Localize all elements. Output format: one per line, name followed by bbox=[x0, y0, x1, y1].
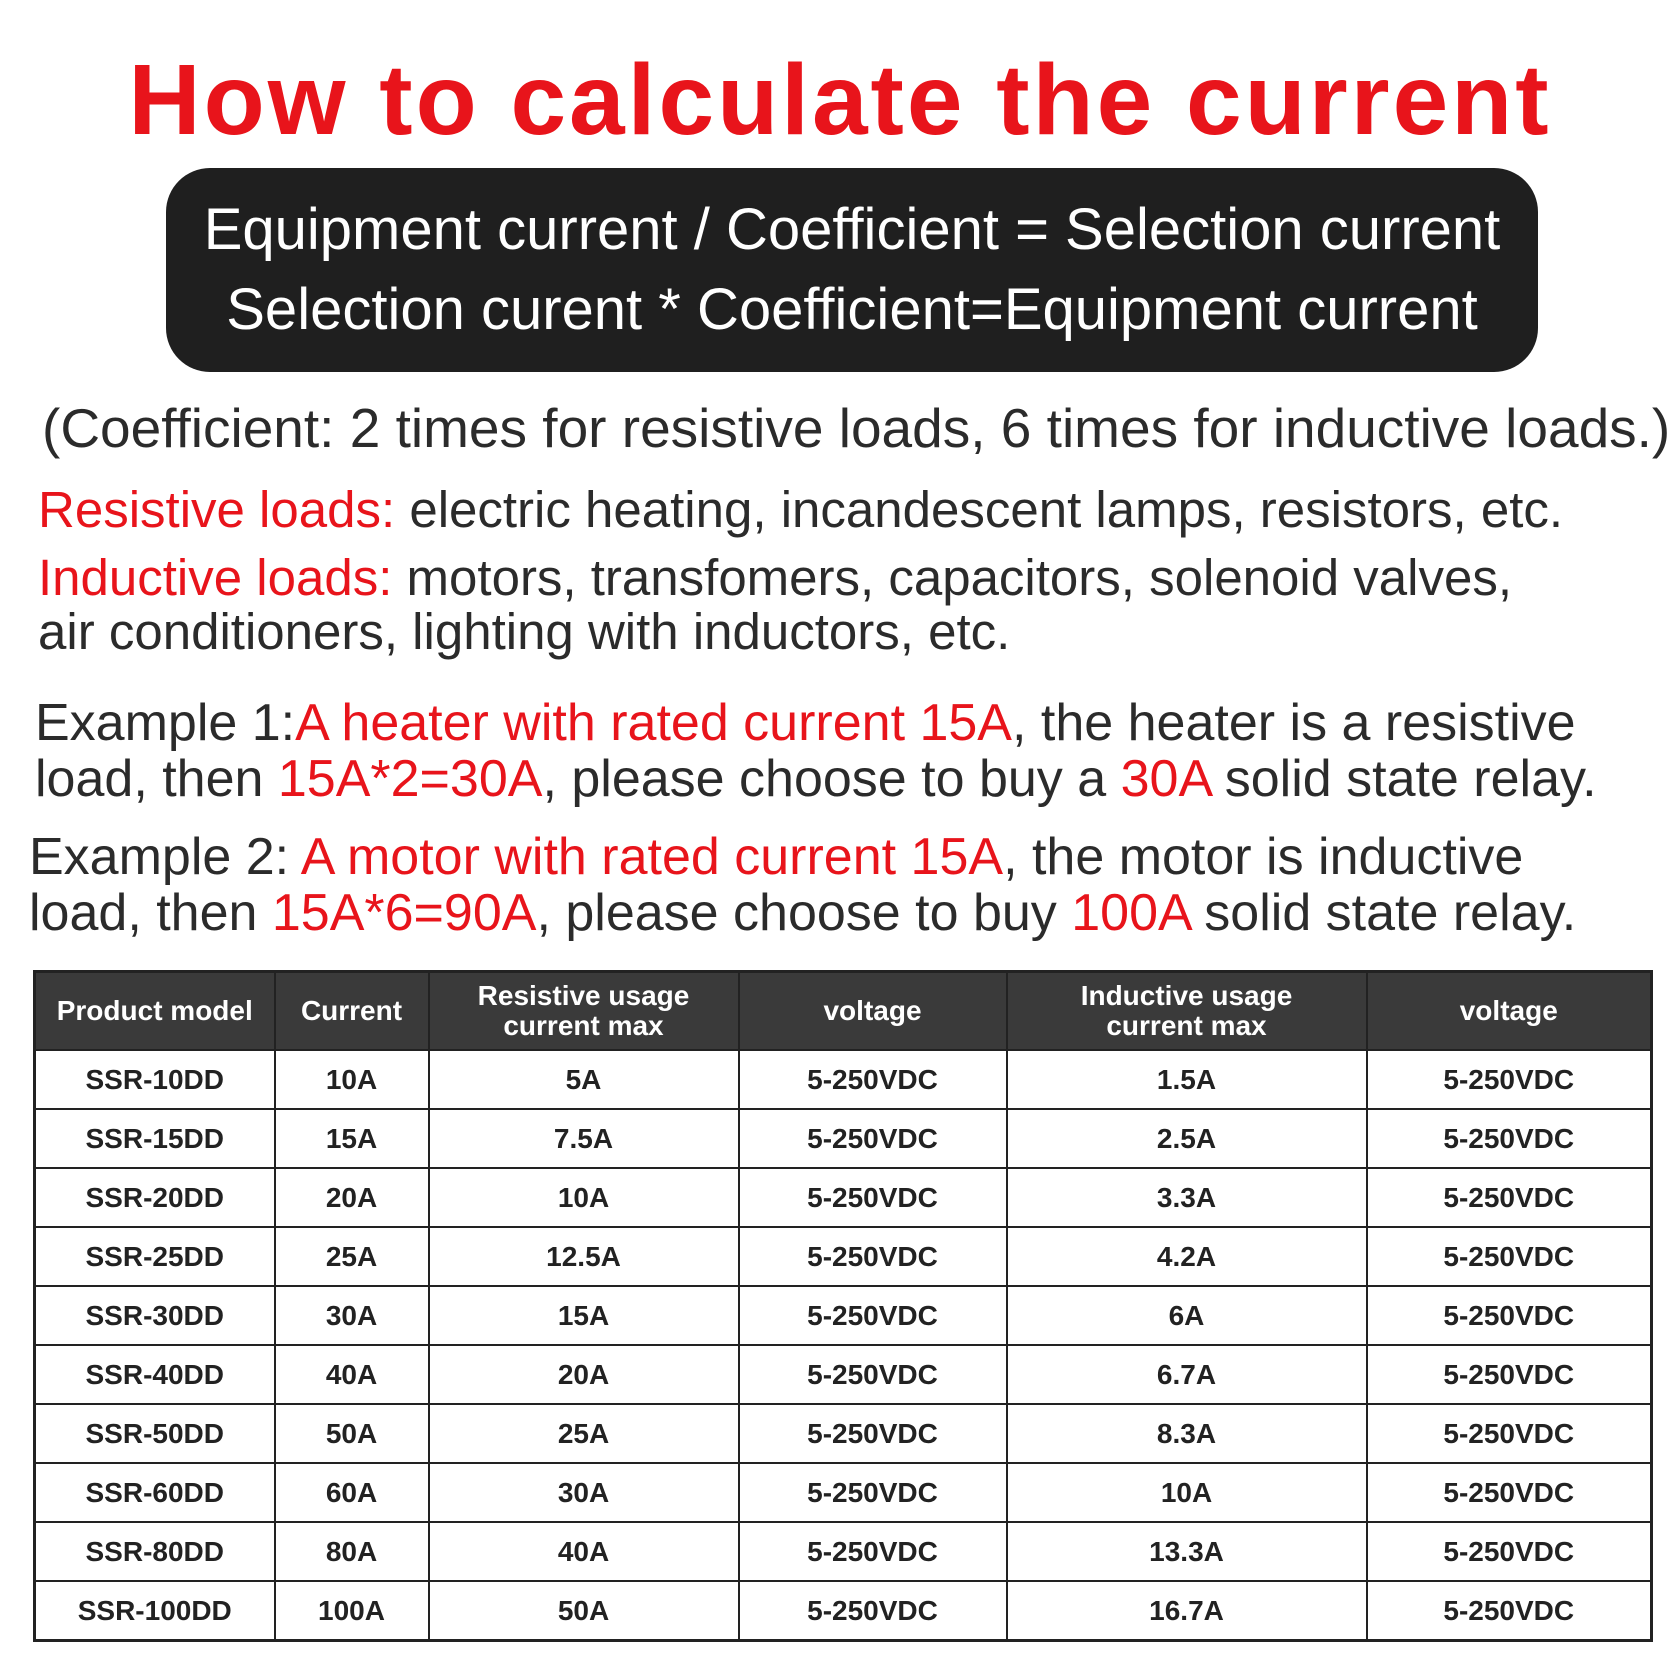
cell-current: 60A bbox=[275, 1463, 429, 1522]
cell-resistive-max: 40A bbox=[429, 1522, 739, 1581]
header-resistive-usage: Resistive usage current max bbox=[429, 972, 739, 1051]
cell-inductive-max: 4.2A bbox=[1007, 1227, 1367, 1286]
cell-voltage-2: 5-250VDC bbox=[1367, 1404, 1652, 1463]
cell-current: 20A bbox=[275, 1168, 429, 1227]
example-2-text-2: load, then bbox=[29, 884, 272, 942]
cell-model: SSR-25DD bbox=[35, 1227, 275, 1286]
table-row bbox=[35, 1345, 1652, 1404]
inductive-loads-line bbox=[38, 550, 1512, 606]
inductive-loads-text-2: air conditioners, lighting with inductors, etc. bbox=[38, 603, 1011, 660]
example-2-line-1 bbox=[29, 829, 1523, 885]
cell-inductive-max: 6.7A bbox=[1007, 1345, 1367, 1404]
cell-voltage-2: 5-250VDC bbox=[1367, 1581, 1652, 1641]
cell-current: 40A bbox=[275, 1345, 429, 1404]
cell-current: 50A bbox=[275, 1404, 429, 1463]
cell-voltage-1: 5-250VDC bbox=[739, 1522, 1007, 1581]
cell-inductive-max: 16.7A bbox=[1007, 1581, 1367, 1641]
header-current: Current bbox=[275, 972, 429, 1051]
cell-model: SSR-15DD bbox=[35, 1109, 275, 1168]
header-voltage-2: voltage bbox=[1367, 972, 1652, 1051]
table-row bbox=[35, 1227, 1652, 1286]
example-1-prefix: Example 1: bbox=[35, 694, 296, 752]
example-1-line-2 bbox=[35, 751, 1597, 807]
cell-current: 10A bbox=[275, 1050, 429, 1109]
example-2-highlight-2: 15A*6=90A bbox=[271, 884, 537, 942]
table-row bbox=[35, 1050, 1652, 1109]
cell-model: SSR-80DD bbox=[35, 1522, 275, 1581]
table-row bbox=[35, 1463, 1652, 1522]
cell-voltage-2: 5-250VDC bbox=[1367, 1109, 1652, 1168]
table-row bbox=[35, 1581, 1652, 1641]
cell-resistive-max: 25A bbox=[429, 1404, 739, 1463]
example-1-suffix: solid state relay. bbox=[1210, 750, 1597, 808]
example-2-prefix: Example 2: bbox=[29, 828, 301, 886]
cell-voltage-1: 5-250VDC bbox=[739, 1345, 1007, 1404]
resistive-loads-text: electric heating, incandescent lamps, resistors, etc. bbox=[395, 481, 1564, 538]
cell-voltage-1: 5-250VDC bbox=[739, 1050, 1007, 1109]
example-1-highlight-2: 15A*2=30A bbox=[277, 750, 543, 808]
example-1-line-1 bbox=[35, 695, 1576, 751]
header-voltage-1: voltage bbox=[739, 972, 1007, 1051]
cell-current: 80A bbox=[275, 1522, 429, 1581]
cell-resistive-max: 10A bbox=[429, 1168, 739, 1227]
page-title: How to calculate the current bbox=[128, 44, 1552, 156]
example-2-suffix: solid state relay. bbox=[1189, 884, 1577, 942]
cell-voltage-2: 5-250VDC bbox=[1367, 1345, 1652, 1404]
cell-voltage-1: 5-250VDC bbox=[739, 1227, 1007, 1286]
header-product-model: Product model bbox=[35, 972, 275, 1051]
inductive-loads-text-1: motors, transfomers, capacitors, solenoid valves, bbox=[392, 549, 1512, 606]
cell-inductive-max: 10A bbox=[1007, 1463, 1367, 1522]
table-row bbox=[35, 1286, 1652, 1345]
cell-model: SSR-10DD bbox=[35, 1050, 275, 1109]
cell-inductive-max: 3.3A bbox=[1007, 1168, 1367, 1227]
cell-voltage-1: 5-250VDC bbox=[739, 1404, 1007, 1463]
cell-resistive-max: 20A bbox=[429, 1345, 739, 1404]
cell-current: 100A bbox=[275, 1581, 429, 1641]
cell-voltage-2: 5-250VDC bbox=[1367, 1286, 1652, 1345]
cell-voltage-2: 5-250VDC bbox=[1367, 1463, 1652, 1522]
header-inductive-usage: Inductive usage current max bbox=[1007, 972, 1367, 1051]
example-2-text-3: , please choose to buy bbox=[536, 884, 1072, 942]
cell-voltage-2: 5-250VDC bbox=[1367, 1050, 1652, 1109]
cell-model: SSR-30DD bbox=[35, 1286, 275, 1345]
example-1-text-2: load, then bbox=[35, 750, 278, 808]
cell-current: 15A bbox=[275, 1109, 429, 1168]
cell-inductive-max: 13.3A bbox=[1007, 1522, 1367, 1581]
cell-inductive-max: 2.5A bbox=[1007, 1109, 1367, 1168]
example-1-highlight-3: 30A bbox=[1120, 750, 1211, 808]
table-header-row bbox=[35, 972, 1652, 1051]
cell-inductive-max: 6A bbox=[1007, 1286, 1367, 1345]
spec-table bbox=[33, 970, 1653, 1642]
coefficient-note: (Coefficient: 2 times for resistive loads, 6 times for inductive loads.) bbox=[42, 397, 1671, 459]
cell-current: 25A bbox=[275, 1227, 429, 1286]
inductive-loads-label: Inductive loads: bbox=[38, 549, 393, 606]
cell-voltage-1: 5-250VDC bbox=[739, 1109, 1007, 1168]
cell-voltage-2: 5-250VDC bbox=[1367, 1168, 1652, 1227]
cell-voltage-1: 5-250VDC bbox=[739, 1581, 1007, 1641]
cell-voltage-2: 5-250VDC bbox=[1367, 1522, 1652, 1581]
cell-voltage-1: 5-250VDC bbox=[739, 1168, 1007, 1227]
resistive-loads-line bbox=[38, 482, 1563, 538]
cell-resistive-max: 50A bbox=[429, 1581, 739, 1641]
cell-resistive-max: 5A bbox=[429, 1050, 739, 1109]
formula-box bbox=[166, 168, 1538, 372]
cell-inductive-max: 1.5A bbox=[1007, 1050, 1367, 1109]
example-2-highlight-1: A motor with rated current 15A bbox=[300, 828, 1004, 886]
formula-line-2: Selection curent * Coefficient=Equipment current bbox=[226, 277, 1478, 342]
cell-model: SSR-60DD bbox=[35, 1463, 275, 1522]
cell-resistive-max: 30A bbox=[429, 1463, 739, 1522]
table-row bbox=[35, 1404, 1652, 1463]
table-row bbox=[35, 1168, 1652, 1227]
cell-resistive-max: 15A bbox=[429, 1286, 739, 1345]
cell-resistive-max: 12.5A bbox=[429, 1227, 739, 1286]
cell-voltage-1: 5-250VDC bbox=[739, 1463, 1007, 1522]
cell-resistive-max: 7.5A bbox=[429, 1109, 739, 1168]
example-2-text-1: , the motor is inductive bbox=[1003, 828, 1524, 886]
table-row bbox=[35, 1522, 1652, 1581]
cell-current: 30A bbox=[275, 1286, 429, 1345]
cell-inductive-max: 8.3A bbox=[1007, 1404, 1367, 1463]
cell-model: SSR-20DD bbox=[35, 1168, 275, 1227]
cell-voltage-2: 5-250VDC bbox=[1367, 1227, 1652, 1286]
example-2-line-2 bbox=[29, 885, 1576, 941]
table-row bbox=[35, 1109, 1652, 1168]
cell-voltage-1: 5-250VDC bbox=[739, 1286, 1007, 1345]
example-1-text-1: , the heater is a resistive bbox=[1012, 694, 1576, 752]
example-1-highlight-1: A heater with rated current 15A bbox=[295, 694, 1012, 752]
formula-line-1: Equipment current / Coefficient = Selection current bbox=[203, 197, 1501, 262]
resistive-loads-label: Resistive loads: bbox=[38, 481, 396, 538]
example-1-text-3: , please choose to buy a bbox=[542, 750, 1121, 808]
cell-model: SSR-100DD bbox=[35, 1581, 275, 1641]
example-2-highlight-3: 100A bbox=[1071, 884, 1190, 942]
cell-model: SSR-50DD bbox=[35, 1404, 275, 1463]
cell-model: SSR-40DD bbox=[35, 1345, 275, 1404]
